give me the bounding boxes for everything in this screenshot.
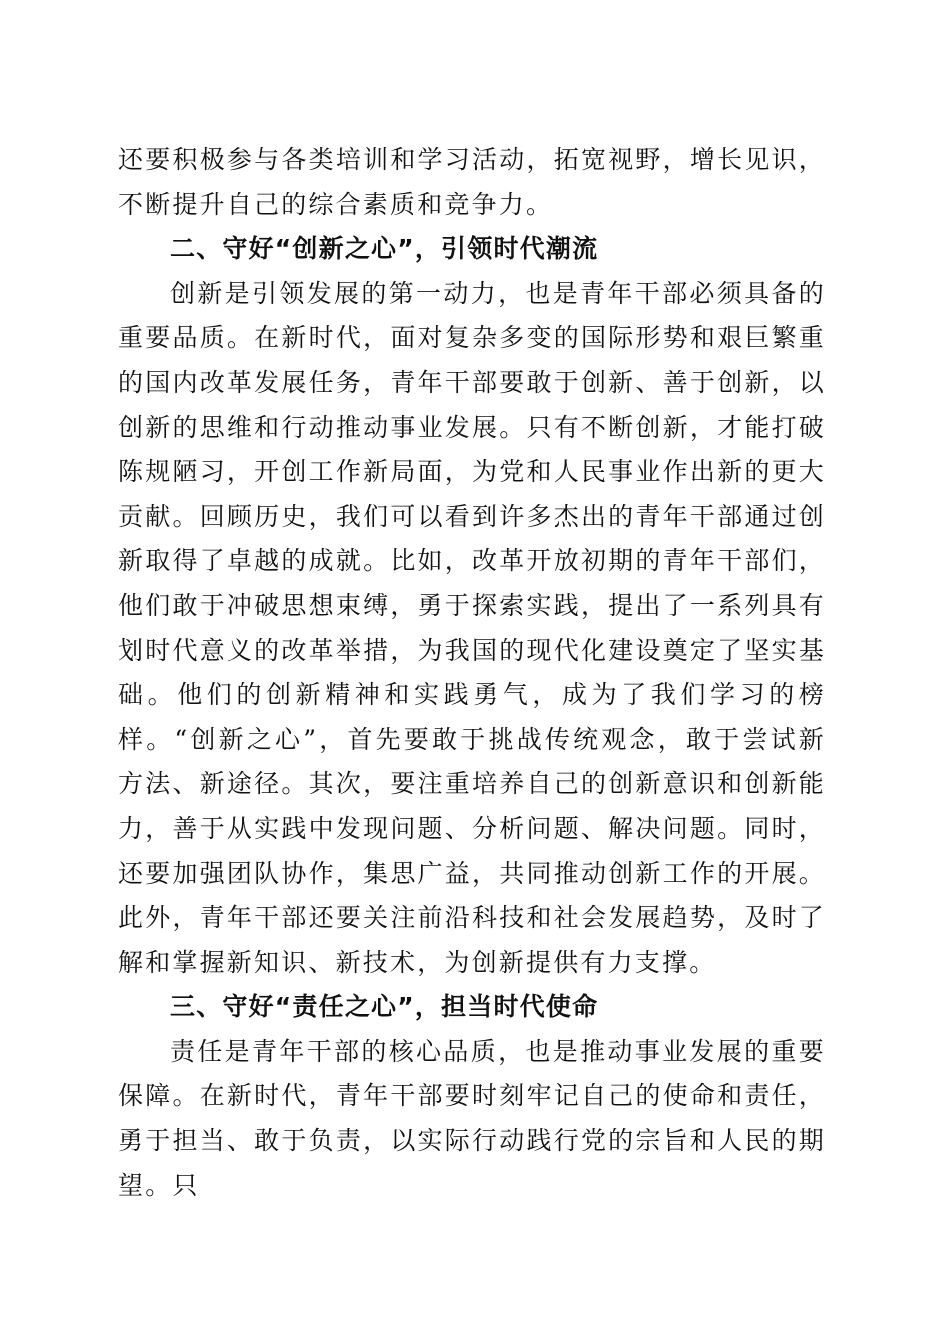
section-heading-responsibility: 三、守好“责任之心”，担当时代使命 [170,992,599,1022]
paragraph-responsibility: 责任是青年干部的核心品质，也是推动事业发展的重要保障。在新时代，青年干部要时刻牢记自己的使命和责任，勇于担当、敢于负责，以实际行动践行党的宗旨和人民的期望。只 [118,1036,826,1200]
document-page [118,138,826,1208]
paragraph-continuation: 还要积极参与各类培训和学习活动，拓宽视野，增长见识，不断提升自己的综合素质和竞争力。 [118,145,826,219]
section-heading-innovation: 二、守好“创新之心”，引领时代潮流 [170,234,599,264]
paragraph-innovation: 创新是引领发展的第一动力，也是青年干部必须具备的重要品质。在新时代，面对复杂多变的国际形势和艰巨繁重的国内改革发展任务，青年干部要敢于创新、善于创新，以创新的思维和行动推动事业发展。只有不断创新，才能打破陈规陋习，开创工作新局面，为党和人民事业作出新的更大贡献。回顾历史，我们可以看到许多杰出的青年干部通过创新取得了卓越的成就。比如，改革开放初期的青年干部们，他们敢于冲破思想束缚，勇于探索实践，提出了一系列具有划时代意义的改革举措，为我国的现代化建设奠定了坚实基础。他们的创新精神和实践勇气，成为了我们学习的榜样。“创新之心”，首先要敢于挑战传统观念，敢于尝试新方法、新途径。其次，要注重培养自己的创新意识和创新能力，善于从实践中发现问题、分析问题、解决问题。同时，还要加强团队协作，集思广益，共同推动创新工作的开展。此外，青年干部还要关注前沿科技和社会发展趋势，及时了解和掌握新知识、新技术，为创新提供有力支撑。 [118,278,826,977]
